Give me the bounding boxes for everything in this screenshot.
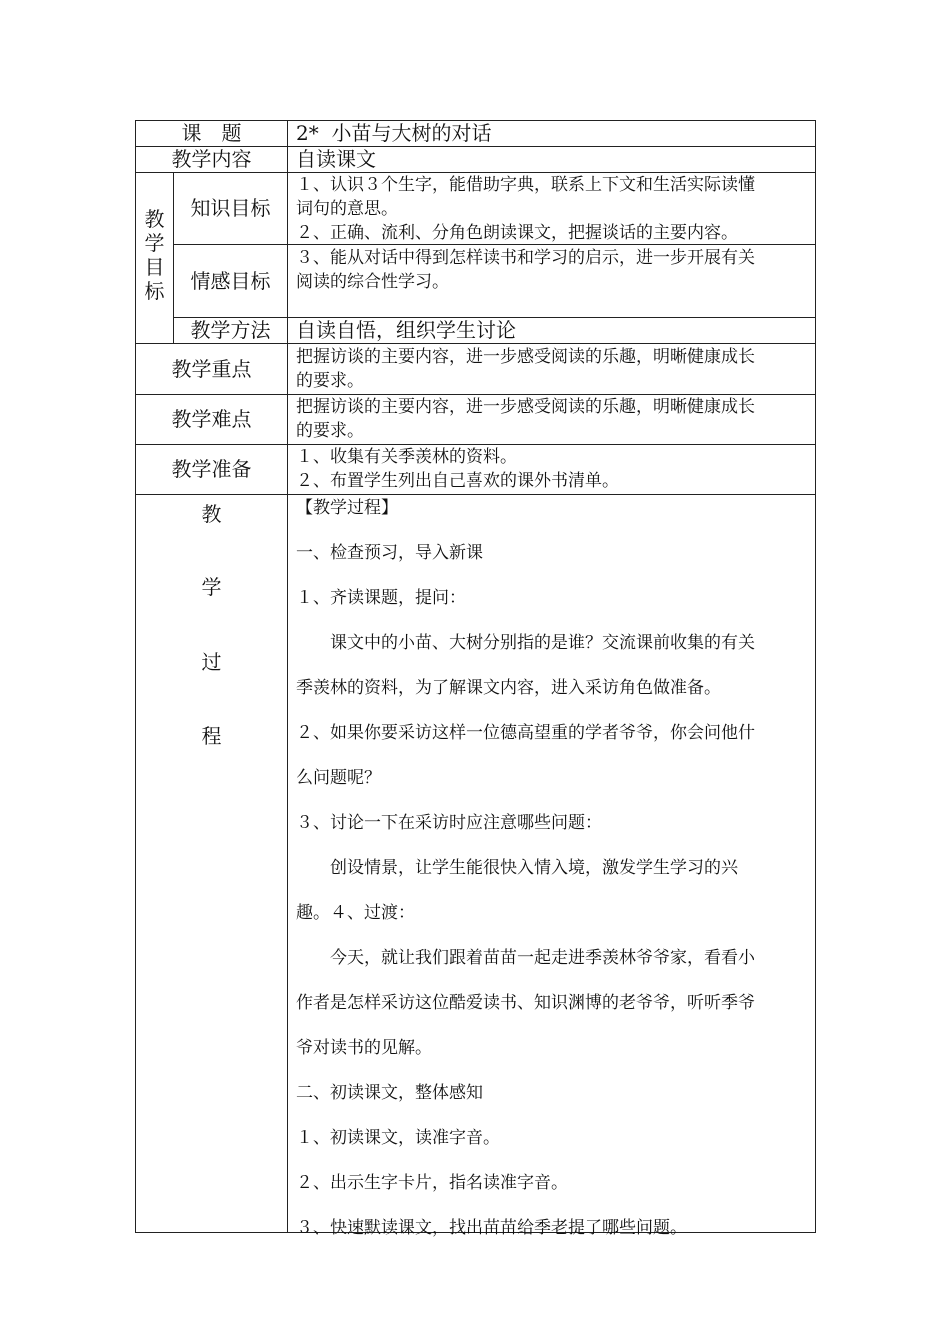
text-line: 词句的意思。 — [296, 199, 398, 219]
table-border-right — [815, 120, 816, 1233]
goals-char: 目 — [144, 255, 165, 279]
knowledge-goal-text — [296, 173, 811, 245]
text-line: 阅读的综合性学习。 — [296, 272, 449, 292]
process-line: 一、检查预习，导入新课 — [296, 543, 483, 563]
process-line: ２、如果你要采访这样一位德高望重的学者爷爷，你会问他什 — [296, 723, 755, 743]
difficulty-text — [296, 395, 811, 443]
text-line: ２、布置学生列出自己喜欢的课外书清单。 — [296, 471, 619, 491]
preparation-label: 教学准备 — [171, 457, 252, 481]
goals-char: 学 — [144, 231, 165, 255]
process-char: 教 — [201, 502, 222, 526]
text-line: 把握访谈的主要内容，进一步感受阅读的乐趣，明晰健康成长 — [296, 397, 755, 417]
process-line: 趣。４、过渡： — [296, 903, 415, 923]
content-value: 自读课文 — [296, 147, 376, 171]
topic-label: 课 题 — [181, 121, 242, 145]
text-line: １、收集有关季羡林的资料。 — [296, 447, 517, 467]
process-body — [296, 486, 811, 1251]
process-line: 季羡林的资料，为了解课文内容，进入采访角色做准备。 — [296, 678, 721, 698]
content-label: 教学内容 — [171, 147, 252, 171]
process-line: 作者是怎样采访这位酷爱读书、知识渊博的老爷爷，听听季爷 — [296, 993, 755, 1013]
process-line: ３、快速默读课文，找出苗苗给季老提了哪些问题。 — [296, 1218, 687, 1238]
topic-value: 2* 小苗与大树的对话 — [296, 121, 492, 145]
process-char: 程 — [201, 724, 222, 748]
process-line: 今天，就让我们跟着苗苗一起走进季羡林爷爷家，看看小 — [330, 948, 755, 968]
process-line: ３、讨论一下在采访时应注意哪些问题： — [296, 813, 602, 833]
process-char: 过 — [201, 650, 222, 674]
goals-group-label — [136, 207, 173, 303]
knowledge-goal-label: 知识目标 — [190, 196, 271, 220]
key-point-text — [296, 345, 811, 393]
goals-char: 标 — [144, 279, 165, 303]
process-line: 爷对读书的见解。 — [296, 1038, 432, 1058]
process-line: 【教学过程】 — [296, 498, 398, 518]
process-line: 课文中的小苗、大树分别指的是谁？交流课前收集的有关 — [330, 633, 755, 653]
process-line: ２、出示生字卡片，指名读准字音。 — [296, 1173, 568, 1193]
column-divider — [287, 120, 288, 1233]
text-line: 的要求。 — [296, 371, 364, 391]
text-line: 的要求。 — [296, 421, 364, 441]
method-value: 自读自悟，组织学生讨论 — [296, 318, 516, 342]
text-line: 把握访谈的主要内容，进一步感受阅读的乐趣，明晰健康成长 — [296, 347, 755, 367]
key-point-label: 教学重点 — [171, 357, 252, 381]
process-line: １、齐读课题，提问： — [296, 588, 466, 608]
text-line: ２、正确、流利、分角色朗读课文，把握谈话的主要内容。 — [296, 223, 738, 243]
emotion-goal-text — [296, 246, 811, 294]
process-line: １、初读课文，读准字音。 — [296, 1128, 500, 1148]
emotion-goal-label: 情感目标 — [190, 269, 271, 293]
difficulty-label: 教学难点 — [171, 407, 252, 431]
goals-char: 教 — [144, 207, 165, 231]
text-line: １、认识３个生字，能借助字典，联系上下文和生活实际读懂 — [296, 175, 755, 195]
process-line: 创设情景，让学生能很快入情入境，激发学生学习的兴 — [330, 858, 738, 878]
process-char: 学 — [201, 575, 222, 599]
process-line: 二、初读课文，整体感知 — [296, 1083, 483, 1103]
method-label: 教学方法 — [190, 318, 271, 342]
text-line: ３、能从对话中得到怎样读书和学习的启示，进一步开展有关 — [296, 248, 755, 268]
process-line: 么问题呢？ — [296, 768, 381, 788]
